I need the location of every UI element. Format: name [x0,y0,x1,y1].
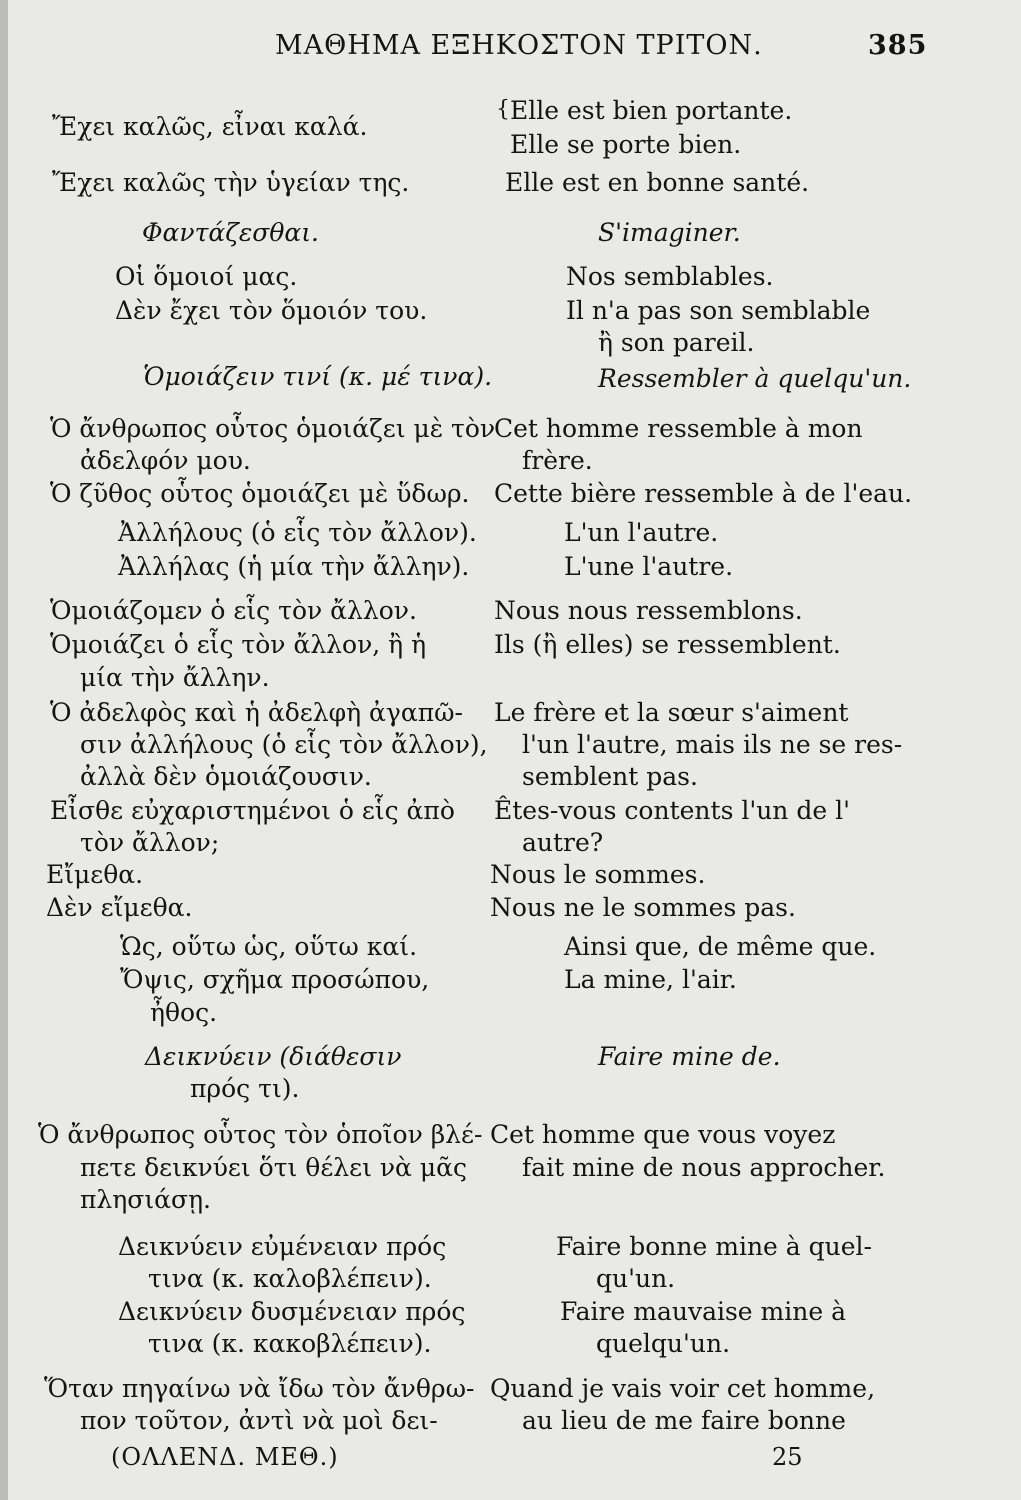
french-line: Êtes-vous contents l'un de l' [494,796,850,825]
greek-line: Ὁ ζῦθος οὗτος ὁμοιάζει μὲ ὕδωρ. [50,479,470,508]
greek-line: Ἀλλήλας (ἡ μία τὴν ἄλλην). [118,552,470,581]
greek-heading: Δεικνύειν (διάθεσιν [145,1042,402,1071]
greek-line: Ἔχει καλῶς τὴν ὑγείαν της. [52,168,410,197]
brace-mark: { [496,97,510,122]
greek-line: Εἶσθε εὐχαριστημένοι ὁ εἷς ἀπὸ [50,796,455,825]
french-line: L'une l'autre. [564,552,734,581]
french-line: Elle est en bonne santé. [505,168,810,197]
french-line: autre? [522,828,604,857]
greek-line: Ὄψις, σχῆμα προσώπου, [120,965,430,994]
page-edge-shadow [0,0,8,1500]
french-line: Nous nous ressemblons. [494,596,803,625]
greek-line: Ὁ ἄνθρωπος οὗτος ὁμοιάζει μὲ τὸν [50,414,496,443]
french-line: Elle est bien portante. [510,96,793,125]
greek-line: ἀλλὰ δὲν ὁμοιάζουσιν. [80,762,372,791]
signature-mark: 25 [772,1443,803,1471]
french-heading: Ressembler à quelqu'un. [598,364,912,393]
running-header [0,30,1021,70]
greek-line: τινα (κ. καλοβλέπειν). [148,1264,432,1293]
french-line: frère. [522,446,593,475]
french-line: La mine, l'air. [564,965,737,994]
greek-line: πρός τι). [190,1074,300,1103]
greek-line: Δὲν ἔχει τὸν ὅμοιόν του. [115,296,428,325]
french-line: Quand je vais voir cet homme, [490,1374,876,1403]
greek-line: Ὡς, οὕτω ὡς, οὕτω καί. [120,932,418,961]
greek-line: μία τὴν ἄλλην. [80,663,270,692]
greek-line: Ἀλλήλους (ὁ εἷς τὸν ἄλλον). [118,518,477,547]
greek-line: Ὁμοιάζει ὁ εἷς τὸν ἄλλον, ἢ ἡ [50,630,427,659]
greek-line: Οἱ ὅμοιοί μας. [115,262,298,291]
french-line: ἢ son pareil. [598,328,755,357]
greek-line: πετε δεικνύει ὅτι θέλει νὰ μᾶς [80,1153,467,1182]
footer-abbreviation: (ΟΛΛΕΝΔ. ΜΕΘ.) [111,1443,339,1471]
french-line: Ainsi que, de même que. [564,932,877,961]
french-line: quelqu'un. [596,1329,731,1358]
french-line: Nos semblables. [566,262,774,291]
greek-line: Ὅταν πηγαίνω νὰ ἴδω τὸν ἄνθρω- [44,1374,475,1403]
greek-line: ἦθος. [150,998,218,1027]
french-heading: Faire mine de. [598,1042,781,1071]
page-number: 385 [868,30,928,61]
chapter-title: ΜΑΘΗΜΑ ΕΞΗΚΟΣΤΟΝ ΤΡΙΤΟΝ. [275,30,763,61]
french-line: Cet homme que vous voyez [490,1120,836,1149]
french-line: qu'un. [596,1264,676,1293]
french-line: l'un l'autre, mais ils ne se res- [522,730,903,759]
french-line: fait mine de nous approcher. [522,1153,886,1182]
greek-line: Ὁ ἀδελφὸς καὶ ἡ ἀδελφὴ ἀγαπῶ- [50,698,463,727]
greek-line: πον τοῦτον, ἀντὶ νὰ μοὶ δει- [80,1406,438,1435]
greek-line: τινα (κ. κακοβλέπειν). [148,1329,432,1358]
greek-line: Δὲν εἴμεθα. [46,893,193,922]
greek-line: Ὁμοιάζομεν ὁ εἷς τὸν ἄλλον. [50,596,417,625]
greek-line: πλησιάσῃ. [80,1185,211,1214]
french-line: Cet homme ressemble à mon [494,414,863,443]
french-line: Elle se porte bien. [510,130,742,159]
greek-line: Ὁ ἄνθρωπος οὗτος τὸν ὁποῖον βλέ- [38,1120,483,1149]
greek-heading: Φαντάζεσθαι. [142,218,320,247]
greek-heading: Ὁμοιάζειν τινί (κ. μέ τινα). [143,362,493,391]
french-line: Le frère et la sœur s'aiment [494,698,849,727]
greek-line: Ἔχει καλῶς, εἶναι καλά. [52,112,368,141]
french-line: Il n'a pas son semblable [566,296,871,325]
french-line: Nous le sommes. [490,860,706,889]
french-line: Nous ne le sommes pas. [490,893,796,922]
french-line: Cette bière ressemble à de l'eau. [494,479,913,508]
french-line: semblent pas. [522,762,698,791]
french-line: L'un l'autre. [564,518,719,547]
page-footer [0,1443,1021,1483]
greek-line: Εἴμεθα. [46,860,144,889]
french-line: Faire mauvaise mine à [560,1297,846,1326]
greek-line: Δεικνύειν εὐμένειαν πρός [118,1232,447,1261]
french-line: au lieu de me faire bonne [522,1406,846,1435]
greek-line: Δεικνύειν δυσμένειαν πρός [118,1297,466,1326]
french-line: Faire bonne mine à quel- [556,1232,872,1261]
greek-line: σιν ἀλλήλους (ὁ εἷς τὸν ἄλλον), [80,730,488,759]
greek-line: ἀδελφόν μου. [80,446,251,475]
greek-line: τὸν ἄλλον; [80,828,220,857]
french-heading: S'imaginer. [598,218,741,247]
french-line: Ils (ἢ elles) se ressemblent. [494,630,841,659]
